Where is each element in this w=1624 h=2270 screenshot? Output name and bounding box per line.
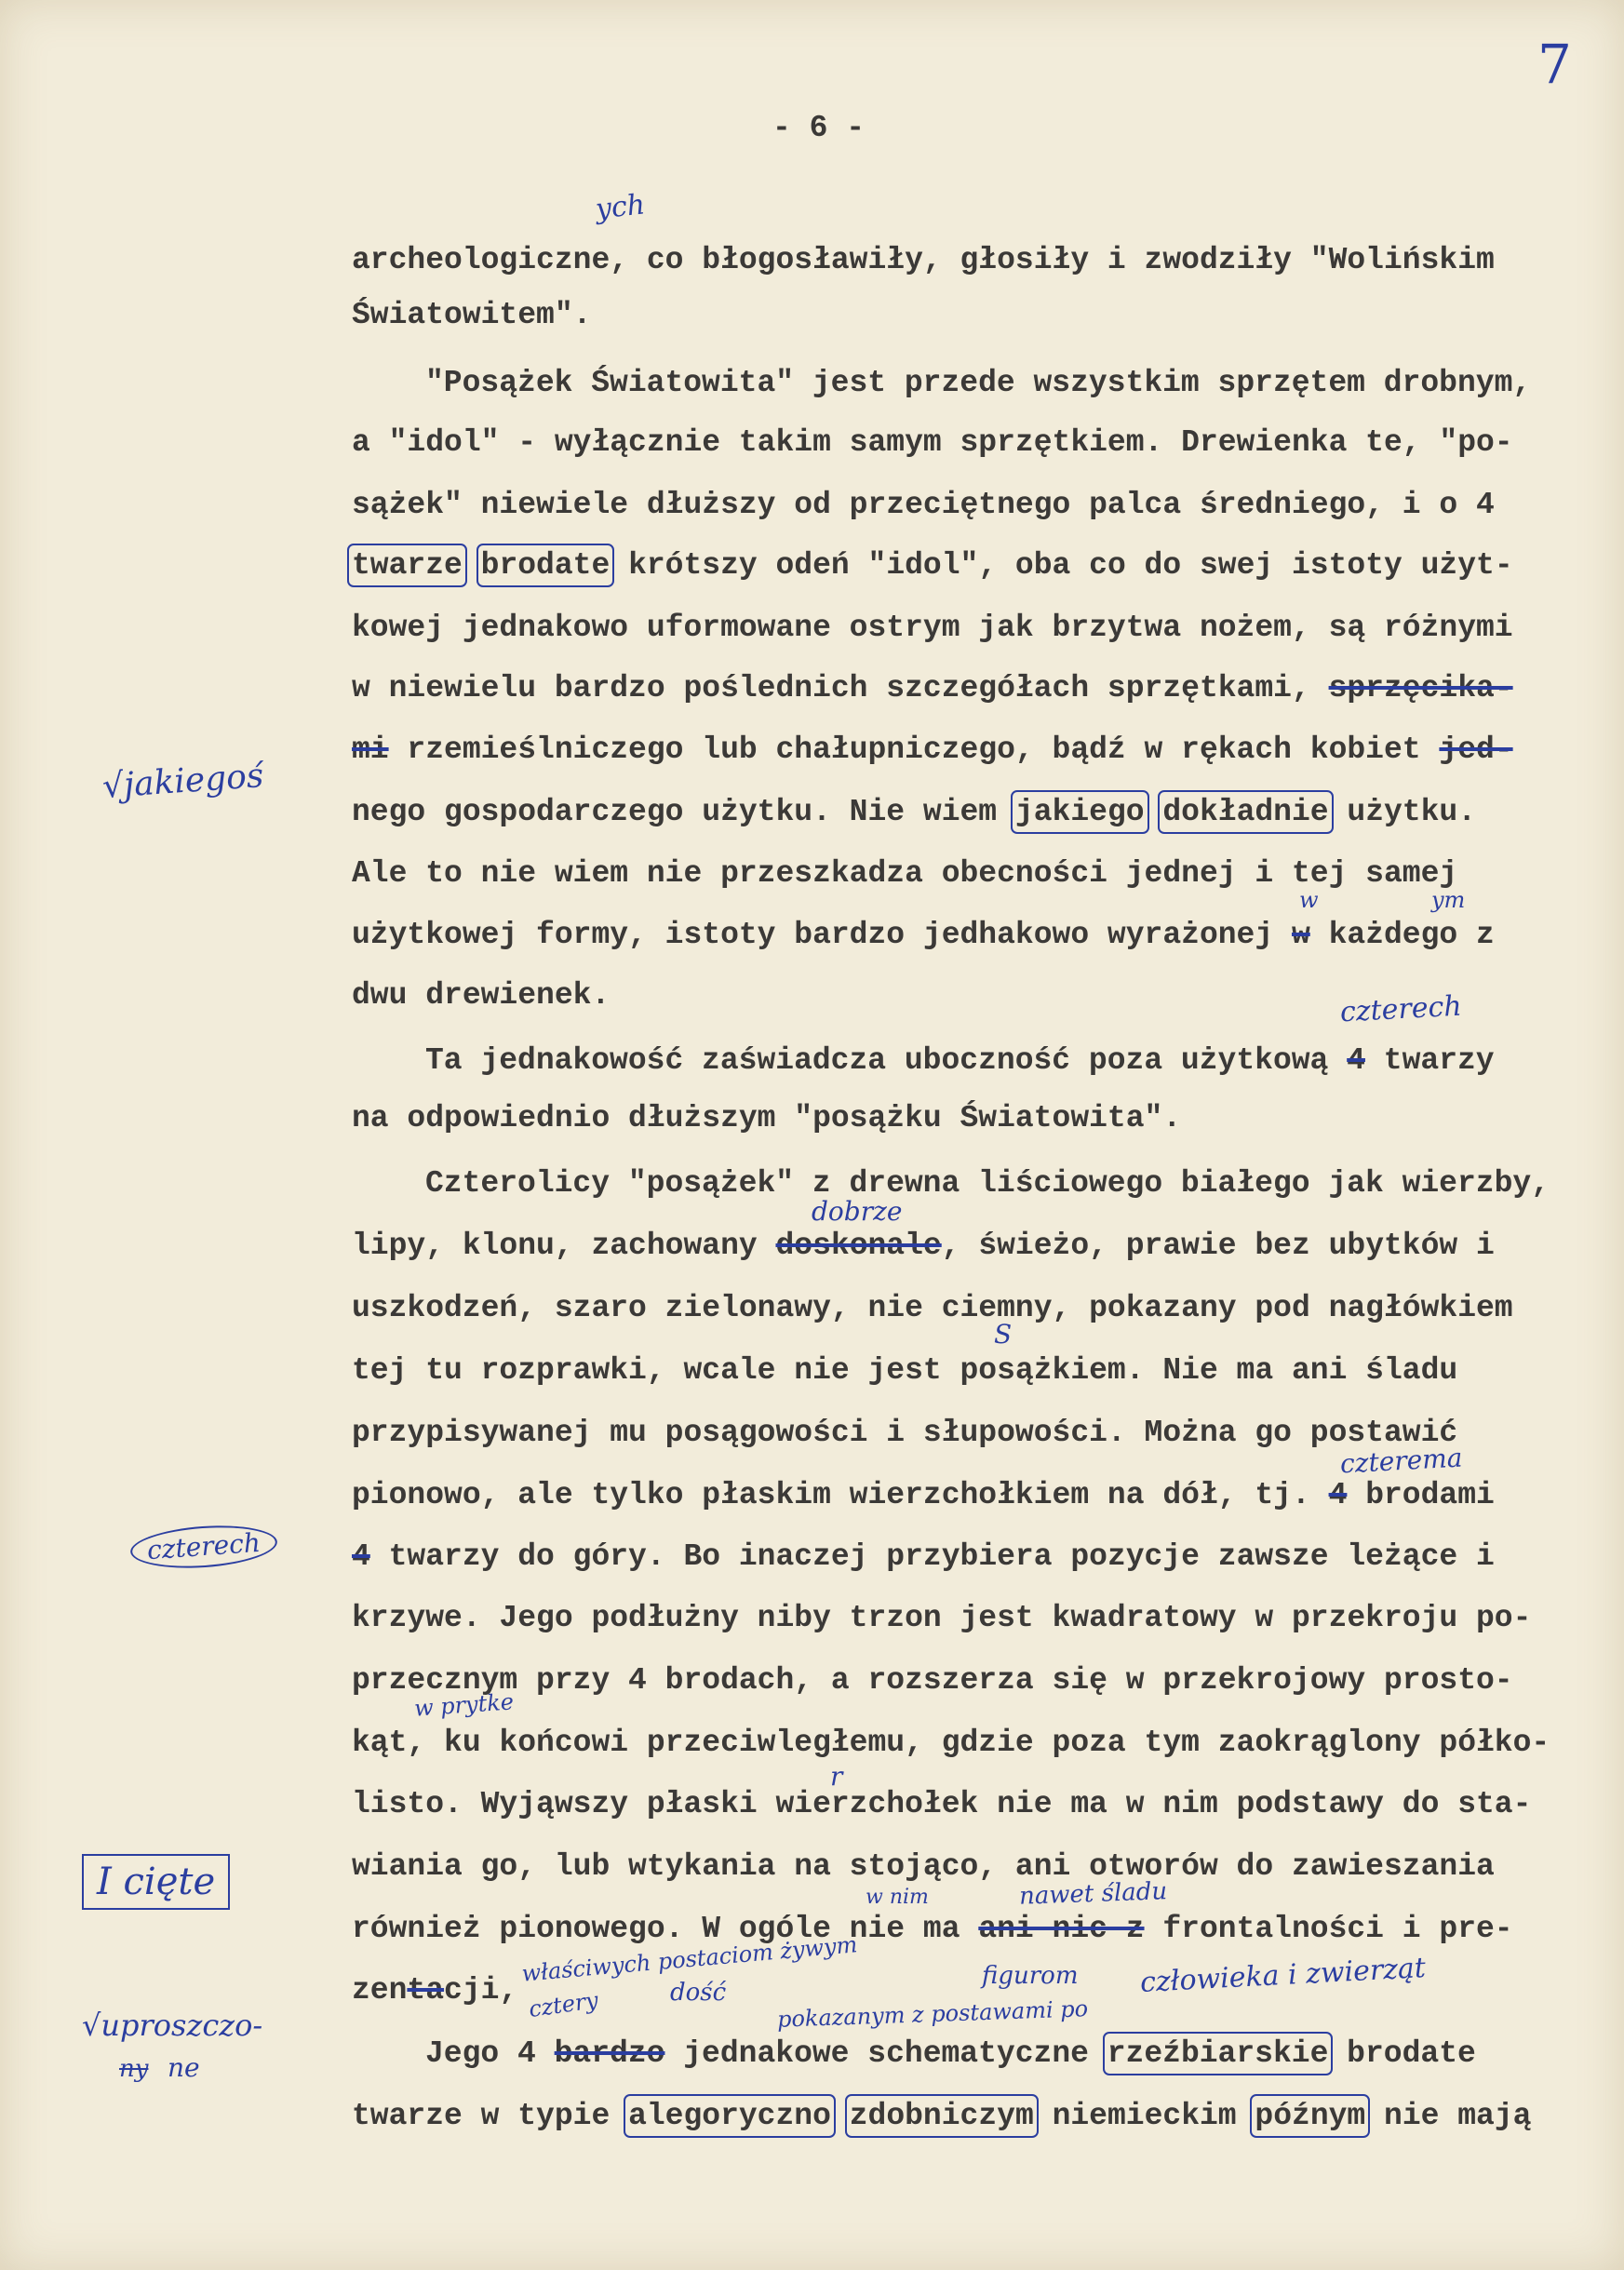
typed-line: dwu drewienek. (352, 978, 611, 1013)
line-text: , świeżo, prawie bez ubytków i (941, 1229, 1495, 1263)
typed-line: kowej jednakowo uformowane ostrym jak brzytwa nożem, są różnymi (352, 611, 1513, 645)
typed-line (352, 2098, 1531, 2135)
line-text: nie mają (1365, 2099, 1532, 2133)
typed-line: krzywe. Jego podłużny niby trzon jest kwadratowy w przekroju po- (352, 1601, 1532, 1635)
line-text: rzemieślniczego lub chałupniczego, bądź w rękach kobiet (388, 732, 1440, 767)
line-text: Jego 4 (425, 2036, 555, 2071)
struck-text: ani nic z (978, 1912, 1145, 1946)
typed-line: Czterolicy "posążek" z drewna liściowego białego jak wierzby, (425, 1166, 1550, 1201)
line-text: użytku. (1328, 795, 1477, 829)
typed-line: uszkodzeń, szaro zielonawy, nie ciemny, pokazany pod nagłówkiem (352, 1291, 1513, 1325)
typed-line: przypisywanej mu posągowości i słupowości. Można go postawić (352, 1416, 1458, 1450)
boxed-word: jakiego (1014, 795, 1145, 829)
line-text: twarzy (1364, 1043, 1495, 1078)
typed-line: Światowitem". (352, 298, 592, 332)
typed-line (425, 1042, 1495, 1080)
handwritten-note: figurom (982, 1962, 1079, 1990)
handwritten-note: właściwych postaciom żywym (520, 1931, 859, 1987)
typed-line (352, 547, 1513, 584)
line-text: lipy, klonu, zachowany (352, 1229, 776, 1263)
handwritten-note: cztery (527, 1986, 600, 2023)
boxed-word: zdobniczym (849, 2099, 1034, 2133)
line-text (831, 2099, 850, 2133)
typed-line (352, 1538, 1495, 1576)
line-text (1145, 795, 1163, 829)
typed-line: archeologiczne, co błogosławiły, głosiły i zwodziły "Wolińskim (352, 243, 1495, 277)
typed-line: a "idol" - wyłącznie takim samym sprzętkiem. Drewienka te, "po- (352, 425, 1513, 460)
typed-line: tej tu rozprawki, wcale nie jest posążkiem. Nie ma ani śladu (352, 1353, 1458, 1388)
handwritten-note: ych (594, 188, 647, 226)
line-text: krótszy odeń "idol", oba co do swej istoty użyt- (610, 548, 1513, 583)
handwritten-note: czterema (1339, 1442, 1464, 1480)
typed-line (352, 1972, 517, 2009)
line-text: użytkowej formy, istoty bardzo jedhakowo wyrażonej (352, 918, 1292, 952)
handwritten-note: w (1299, 887, 1319, 913)
typed-line: sążek" niewiele dłuższy od przeciętnego palca średniego, i o 4 (352, 488, 1495, 522)
line-text: brodate (1328, 2036, 1476, 2071)
handwritten-margin-note: √uproszczo- (82, 2008, 263, 2043)
line-text: pionowo, ale tylko płaskim wierzchołkiem na dół, tj. (352, 1478, 1329, 1512)
typed-line (352, 1477, 1495, 1514)
typed-line: listo. Wyjąwszy płaski wierzchołek nie ma w nim podstawy do sta- (352, 1787, 1532, 1821)
line-text: w niewielu bardzo poślednich szczegółach sprzętkami, (352, 671, 1329, 705)
handwritten-note: w nim (866, 1886, 929, 1909)
typed-line: przecznym przy 4 brodach, a rozszerza się w przekrojowy prosto- (352, 1663, 1513, 1698)
struck-text: 4 (1347, 1043, 1365, 1078)
struck-text: 4 (352, 1539, 370, 1574)
page-number: - 6 - (772, 111, 866, 145)
typed-line (352, 1228, 1495, 1265)
boxed-word: brodate (480, 548, 611, 583)
line-text: brodami (1347, 1478, 1495, 1512)
handwritten-note: nawet śladu (1018, 1877, 1168, 1911)
struck-text: jed- (1439, 732, 1513, 767)
handwritten-margin-note: ne (168, 2052, 200, 2083)
typed-line: Ale to nie wiem nie przeszkadza obecności jednej i tej samej (352, 856, 1458, 891)
boxed-word: rzeźbiarskie (1107, 2036, 1329, 2071)
handwritten-note: czterech (1339, 989, 1463, 1029)
struck-text: w (1291, 918, 1310, 952)
typed-line: "Posążek Światowita" jest przede wszystkim sprzętem drobnym, (425, 366, 1532, 400)
typed-line (352, 794, 1476, 831)
handwritten-note: dość (670, 1979, 727, 2007)
line-text: Ta jednakowość zaświadcza uboczność poza użytkową (425, 1043, 1348, 1078)
typed-line: kąt, ku końcowi przeciwległemu, gdzie poza tym zaokrąglony półko- (352, 1726, 1550, 1760)
typed-line (352, 917, 1495, 954)
boxed-word: późnym (1255, 2099, 1366, 2133)
handwritten-note: człowieka i zwierząt (1139, 1951, 1427, 2000)
line-text: zen (352, 1973, 408, 2008)
typed-line (352, 670, 1513, 707)
struck-text: sprzęcika- (1328, 671, 1513, 705)
handwritten-margin-note: ny (119, 2055, 149, 2083)
typed-line (425, 2035, 1476, 2073)
typed-line (352, 1911, 1513, 1948)
handwritten-note: r (830, 1761, 843, 1792)
typed-line: na odpowiednio dłuższym "posążku Światowita". (352, 1101, 1182, 1135)
line-text: nego gospodarczego użytku. Nie wiem (352, 795, 1015, 829)
boxed-word: dokładnie (1162, 795, 1329, 829)
handwritten-note: ym (1431, 887, 1466, 913)
line-text: każdego z (1309, 918, 1495, 952)
line-text: twarze w typie (352, 2099, 629, 2133)
boxed-word: twarze (352, 548, 463, 583)
struck-text: ta (407, 1973, 445, 2008)
handwritten-margin-note: czterech (129, 1522, 279, 1573)
struck-text: doskonale (775, 1229, 942, 1263)
line-text (463, 548, 481, 583)
handwritten-margin-note: I cięte (82, 1854, 230, 1910)
struck-text: 4 (1328, 1478, 1348, 1512)
typed-line: wiania go, lub wtykania na stojąco, ani otworów do zawieszania (352, 1849, 1495, 1884)
line-text: cji, (444, 1973, 518, 2008)
handwritten-note: dobrze (812, 1196, 903, 1227)
sheet-number: 7 (1537, 33, 1572, 96)
line-text: frontalności i pre- (1144, 1912, 1513, 1946)
handwritten-margin-note: √jakiegoś (101, 757, 265, 806)
line-text: również pionowego. W ogóle nie ma (352, 1912, 979, 1946)
struck-text: mi (352, 732, 389, 767)
handwritten-note: S (994, 1319, 1013, 1350)
handwritten-note: pokazanym z postawami po (776, 1995, 1089, 2033)
typed-line (352, 732, 1513, 769)
boxed-word: alegoryczno (628, 2099, 831, 2133)
line-text: jednakowe schematyczne (664, 2036, 1107, 2071)
line-text: niemieckim (1033, 2099, 1255, 2133)
handwritten-note: w prytke (413, 1688, 515, 1722)
line-text: twarzy do góry. Bo inaczej przybiera pozycje zawsze leżące i (369, 1539, 1495, 1574)
struck-text: bardzo (554, 2036, 665, 2071)
